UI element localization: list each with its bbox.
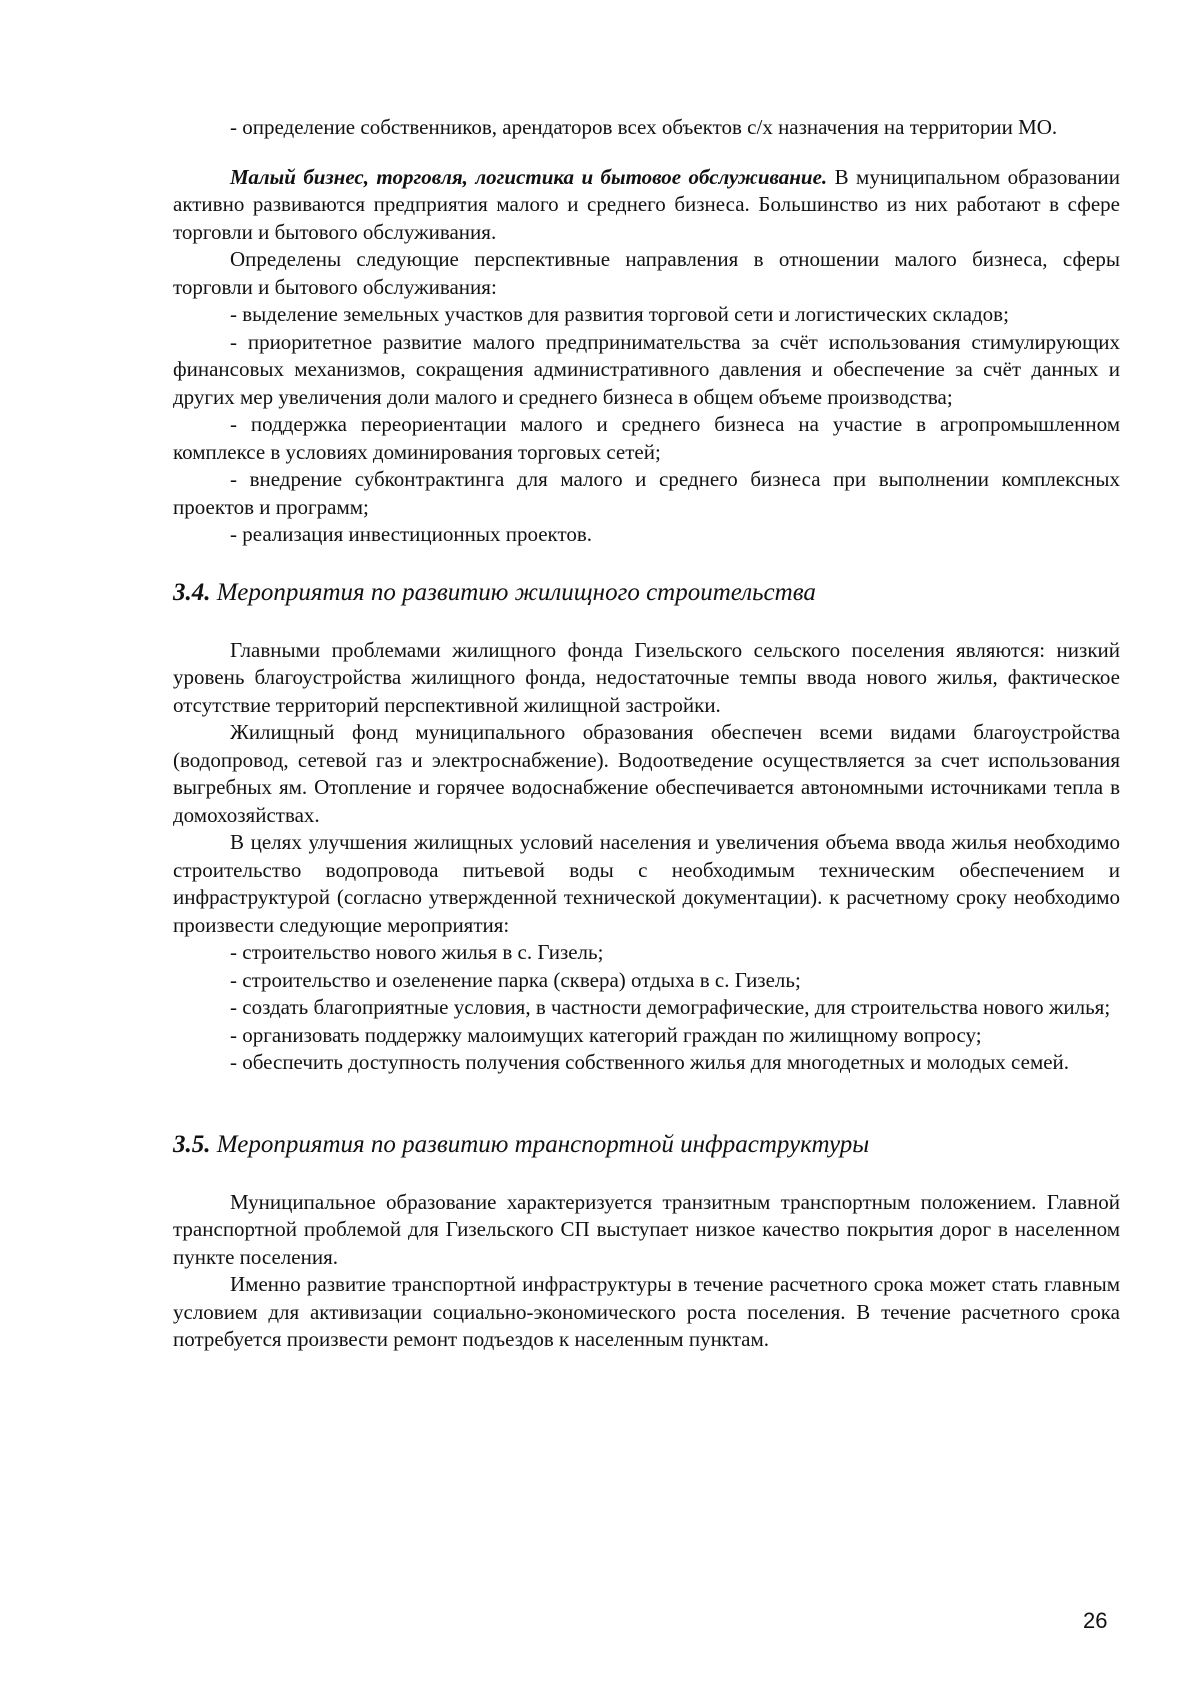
- small-business-text: В муниципальном образовании активно развиваются предприятия малого и среднего бизнеса. Большинство из них работают в сфере торговли и бытового обслуживания.: [173, 164, 1120, 244]
- paragraph: Жилищный фонд муниципального образования обеспечен всеми видами благоустройства (водопровод, сетевой газ и электроснабжение). Водоотведение осуществляется за счет использования выгребных ям. Отопление и горячее водоснабжение обеспечивается автономными источниками тепла в домохозяйствах.: [173, 720, 1120, 827]
- spacer: [173, 142, 1120, 164]
- list-item: - поддержка переориентации малого и среднего бизнеса на участие в агропромышленном комплексе в условиях доминирования торговых сетей;: [173, 412, 1120, 464]
- list-item: - выделение земельных участков для развития торговой сети и логистических складов;: [230, 302, 1009, 326]
- small-business-paragraph: [173, 164, 1120, 247]
- list-item: - обеспечить доступность получения собственного жилья для многодетных и молодых семей.: [230, 1050, 1070, 1074]
- spacer: [173, 1077, 1120, 1129]
- section-heading-3-5: [173, 1129, 1120, 1161]
- paragraph: Определены следующие перспективные направления в отношении малого бизнеса, сферы торговли и бытового обслуживания:: [173, 247, 1120, 299]
- paragraph: В целях улучшения жилищных условий населения и увеличения объема ввода жилья необходимо строительство водопровода питьевой воды с необходимым техническим обеспечением и инфраструктурой (согласно утвержденной технической документации). к расчетному сроку необходимо произвести следующие мероприятия:: [173, 830, 1120, 937]
- page-number: 26: [1083, 1608, 1108, 1633]
- list-item: - организовать поддержку малоимущих категорий граждан по жилищному вопросу;: [230, 1022, 982, 1047]
- spacer: [173, 549, 1120, 577]
- list-item: - создать благоприятные условия, в частности демографические, для строительства нового жилья;: [230, 995, 1111, 1019]
- spacer: [173, 609, 1120, 637]
- list-item: - реализация инвестиционных проектов.: [230, 522, 593, 546]
- list-item: - строительство и озеленение парка (сквера) отдыха в с. Гизель;: [230, 967, 801, 992]
- page-content: [173, 114, 1120, 1354]
- paragraph: Главными проблемами жилищного фонда Гизельского сельского поселения являются: низкий уровень благоустройства жилищного фонда, недостаточные темпы ввода нового жилья, фактическое отсутствие территорий перспективной жилищной застройки.: [173, 637, 1120, 717]
- section-number: 3.4.: [173, 578, 211, 606]
- small-business-lead: Малый бизнес, торговля, логистика и бытовое обслуживание.: [230, 164, 828, 189]
- list-item: - внедрение субконтрактинга для малого и среднего бизнеса при выполнении комплексных проектов и программ;: [173, 467, 1120, 519]
- paragraph: Именно развитие транспортной инфраструктуры в течение расчетного срока может стать главным условием для активизации социально-экономического роста поселения. В течение расчетного срока потребуется произвести ремонт подъездов к населенным пунктам.: [173, 1272, 1120, 1351]
- paragraph: Муниципальное образование характеризуется транзитным транспортным положением. Главной транспортной проблемой для Гизельского СП выступает низкое качество покрытия дорог в населенном пункте поселения.: [173, 1189, 1120, 1269]
- list-item: - определение собственников, арендаторов всех объектов с/х назначения на территории МО.: [230, 115, 1058, 139]
- section-heading-3-4: [173, 577, 1120, 609]
- list-item: - строительство нового жилья в с. Гизель;: [230, 940, 604, 964]
- spacer: [173, 1161, 1120, 1189]
- list-item: - приоритетное развитие малого предпринимательства за счёт использования стимулирующих финансовых механизмов, сокращения административного давления и обеспечение за счёт данных и других мер увеличения доли малого и среднего бизнеса в общем объеме производства;: [173, 329, 1120, 409]
- section-title: Мероприятия по развитию транспортной инфраструктуры: [210, 1130, 870, 1158]
- section-number: 3.5.: [173, 1130, 211, 1158]
- section-title: Мероприятия по развитию жилищного строительства: [210, 578, 816, 606]
